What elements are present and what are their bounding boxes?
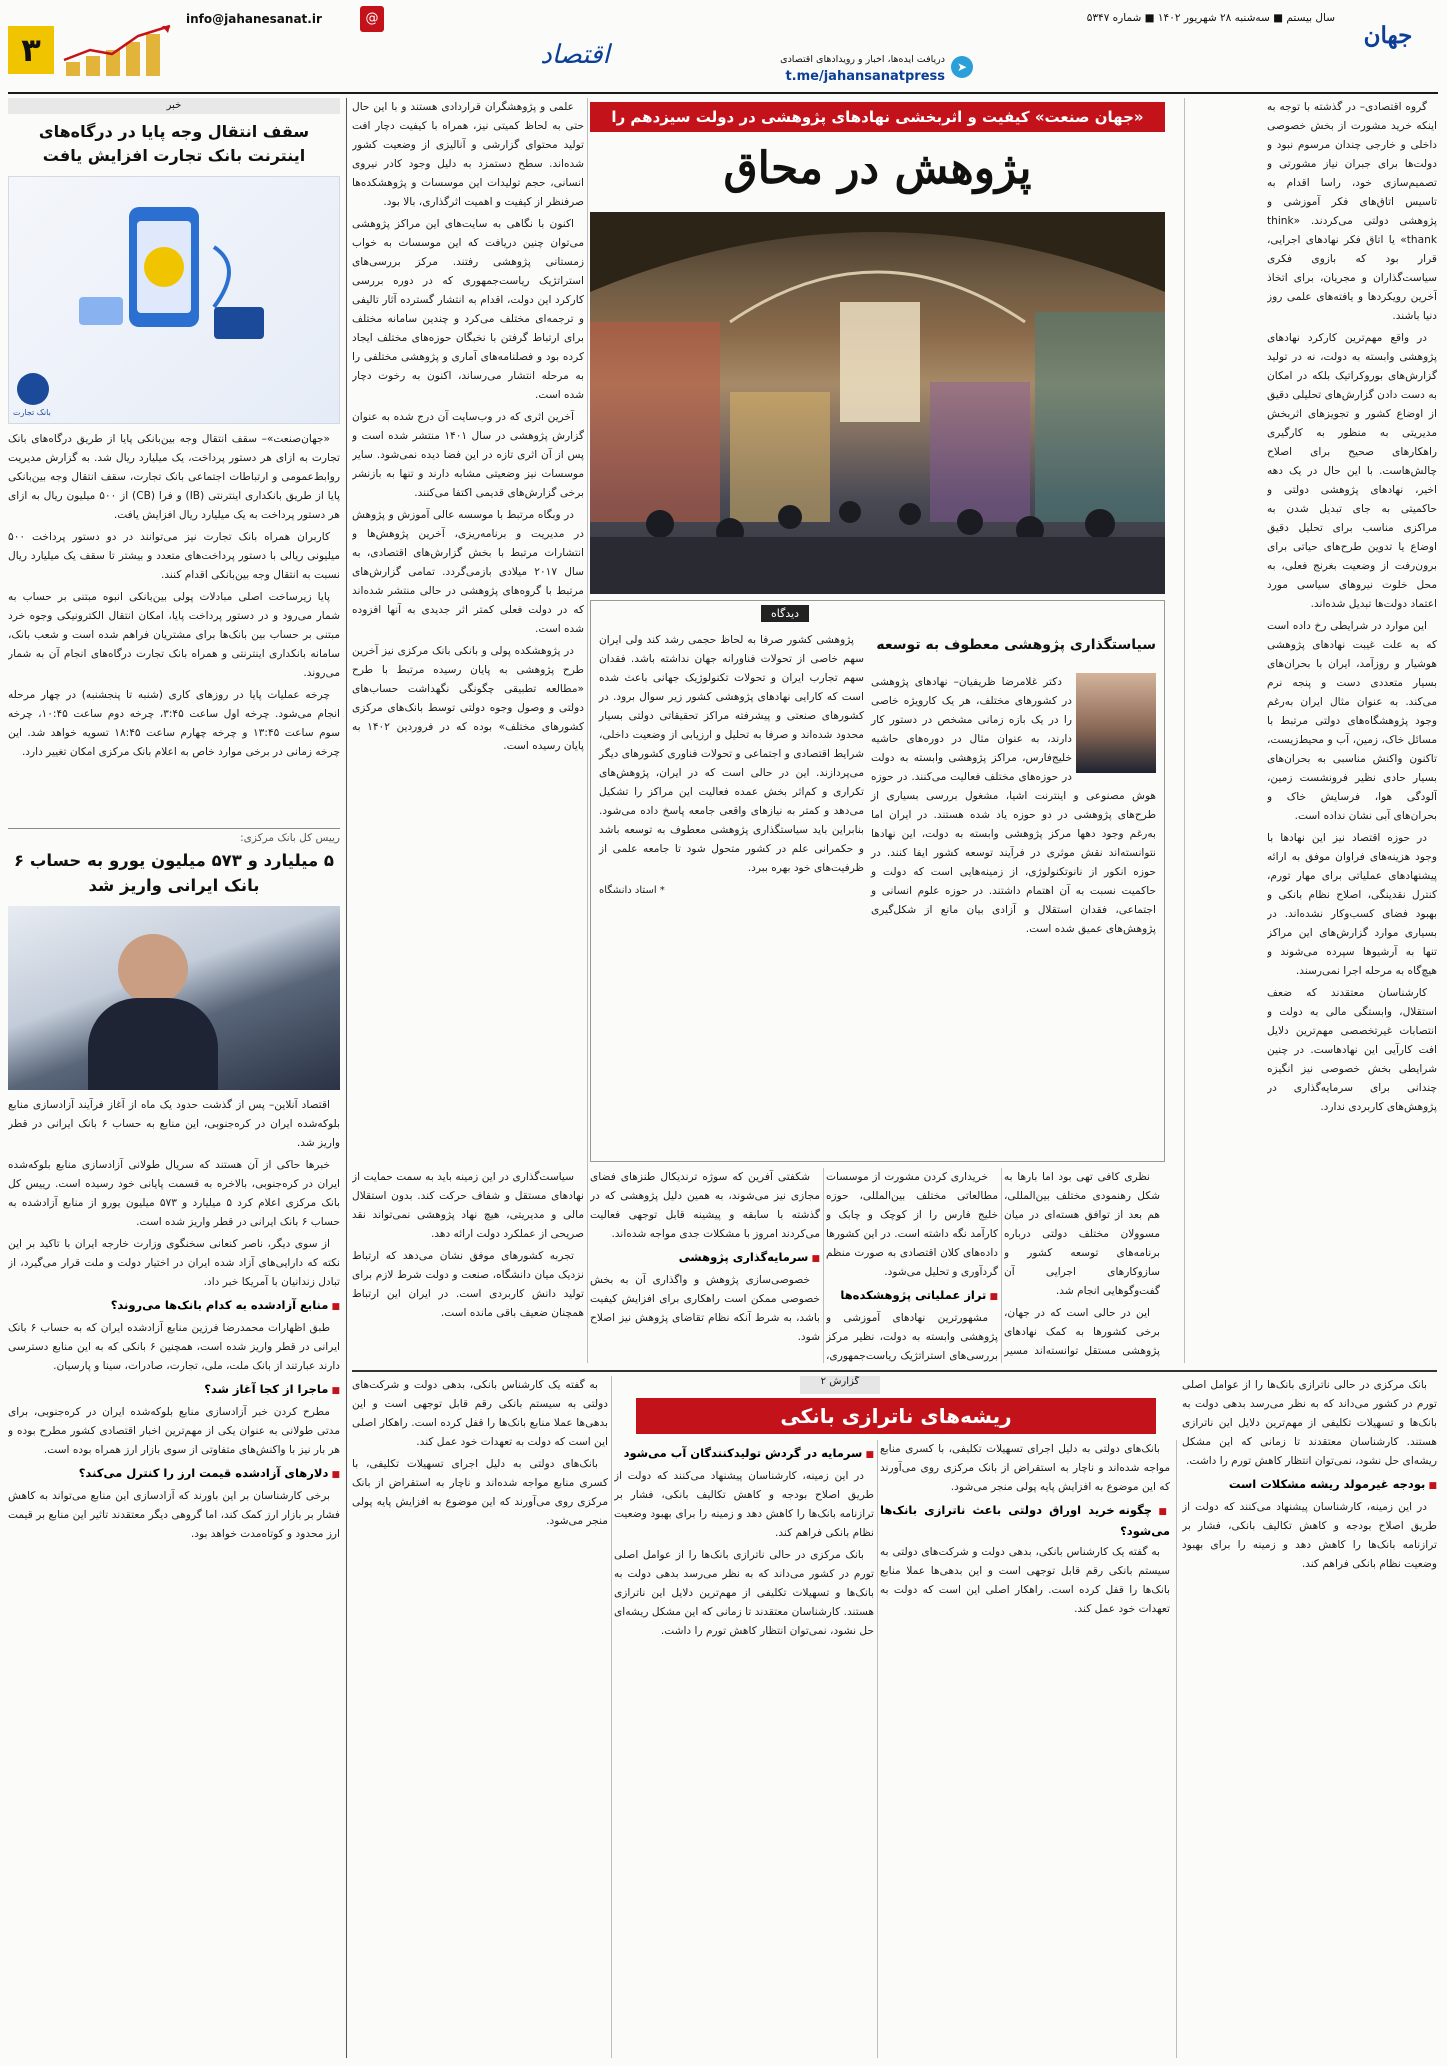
col-rule (823, 1168, 824, 1363)
email[interactable]: info@jahanesanat.ir (186, 12, 322, 26)
page-number: ۳ (21, 31, 41, 69)
report2-tag: گزارش ۲ (800, 1376, 880, 1394)
report2-top-rule (352, 1370, 1437, 1372)
report2-col1: بانک مرکزی در حالی ناترازی بانک‌ها را از عوامل اصلی تورم در کشور می‌داند که به نظر می‌رسد بدهی دولت به بانک‌ها و تسهیلات تکلیفی از مهم‌ترین دلایل این ناترازی هستند. کارشناسان معتقدند تا زمانی که این مشکل ریشه‌ای حل نشود، نمی‌توان انتظار کاهش تورم را داشت. ■ بودجه غیرمولد ریشه مشکلات است در این زمینه، کارشناسان پیشنهاد می‌کنند که دولت از طریق اصلاح بودجه و کاهش تکالیف بانکی، فشار بر ترازنامه بانک‌ها را کاهش دهد و زمینه را برای بهبود وضعیت نظام بانکی فراهم کند. (1182, 1376, 1437, 2058)
lead-col3: نظری کافی تهی بود اما بارها به شکل رهنمودی مختلف بین‌المللی، هم بعد از توافق هسته‌ای در میان مسوولان مختلف دولتی درباره برنامه‌های توسعه کشور و سازوکارهای اجرایی آن گفت‌وگوهایی انجام شد. این در حالی است که در جهان، برخی کشورها به کمک نهادهای پژوهشی مستقل توانسته‌اند مسیر (1004, 1171, 1160, 1357)
opinion-signature: * استاد دانشگاه (599, 885, 665, 896)
col-rule (877, 1440, 878, 2058)
col-rule (1176, 1440, 1177, 2058)
tejarat-promo-image (8, 176, 340, 424)
lead-kicker: «جهان صنعت» کیفیت و اثربخشی نهادهای پژوهشی در دولت سیزدهم را (590, 102, 1165, 132)
opinion-headline: سیاستگذاری پژوهشی معطوف به توسعه (876, 637, 1156, 653)
issue-info: سال بیستم ■ سه‌شنبه ۲۸ شهریور ۱۴۰۲ ■ شماره ۵۳۴۷ (1086, 12, 1335, 24)
sidebar-sub-1: ■ منابع آزادشده به کدام بانک‌ها می‌روند؟ (8, 1296, 340, 1317)
report2-sub-3: ■ سرمایه در گردش تولیدکنندگان آب می‌شود (614, 1444, 874, 1465)
coins-chart-graphic (60, 22, 180, 78)
sidebar-sub-2: ■ ماجرا از کجا آغاز شد؟ (8, 1380, 340, 1401)
page-number-box (8, 26, 54, 74)
section-title: اقتصاد (540, 40, 610, 70)
telegram-url[interactable]: t.me/jahansanatpress (785, 69, 945, 84)
report2-col3: ■ سرمایه در گردش تولیدکنندگان آب می‌شود در این زمینه، کارشناسان پیشنهاد می‌کنند که دولت از طریق اصلاح بودجه و کاهش تکالیف بانکی، فشار بر ترازنامه بانک‌ها را کاهش دهد و زمینه را برای بهبود وضعیت نظام بانکی فراهم کند. بانک مرکزی در حالی ناترازی بانک‌ها را از عوامل اصلی تورم در کشور می‌داند که به نظر می‌رسد بدهی دولت به بانک‌ها و تسهیلات تکلیفی از مهم‌ترین دلایل این ناترازی هستند. کارشناسان معتقدند تا زمانی که این مشکل ریشه‌ای حل نشود، نمی‌توان انتظار کاهش تورم را داشت. (614, 1440, 874, 2058)
sidebar-story2-body: اقتصاد آنلاین– پس از گذشت حدود یک ماه از آغاز فرآیند آزادسازی منابع بلوکه‌شده ایران در کره‌جنوبی، این منابع به حساب ۶ بانک ایرانی در قطر واریز شد. خبرها حاکی از آن هستند که سریال طولانی آزادسازی منابع بلوکه‌شده ایران در کره‌جنوبی، بالاخره به قسمت پایانی خود رسیده است. رییس کل بانک مرکزی اعلام کرد ۵ میلیارد و ۵۷۳ میلیون یورو از منابع آزادشده به حساب ۶ بانک ایرانی در قطر واریز شده است. از سوی دیگر، ناصر کنعانی سخنگوی وزارت خارجه ایران با تاکید بر این نکته که دارایی‌های آزاد شده ایران در اختیار دولت و ملت قرار می‌گیرد، از تبادل زندانیان با آمریکا خبر داد. ■ منابع آزادشده به کدام بانک‌ها می‌روند؟ طبق اظهارات محمدرضا فرزین منابع آزادشده ایران که به حساب ۶ بانک ایرانی در قطر واریز شده است، همچنین ۶ بانکی که به این منابع دسترسی دارند عبارتند از بانک ملت، ملی، تجارت، صادرات، سینا و پارسیان. ■ ماجرا از کجا آغاز شد؟ مطرح کردن خبر آزادسازی منابع بلوکه‌شده ایران در کره‌جنوبی، برای مدتی طولانی به عنوان یکی از مهم‌ترین اخبار اقتصادی کشور مطرح بوده و هر بار نیز با واکنش‌های متفاوتی از سوی بازار ارز همراه بوده است. ■ دلارهای آزادشده قیمت ارز را کنترل می‌کند؟ برخی کارشناسان بر این باورند که آزادسازی این منابع می‌تواند به کاهش فشار بر بازار ارز کمک کند، اما گروهی دیگر معتقدند تاثیر این منابع بر قیمت ارز محدود و کوتاه‌مدت خواهد بود. (8, 1096, 340, 1544)
lead-sub-2: ■ تراز عملیاتی پژوهشکده‌ها (826, 1286, 998, 1307)
report2-sub-2: ■ چگونه خرید اوراق دولتی باعث ناترازی بانک‌ها می‌شود؟ (880, 1501, 1170, 1541)
report2-col4: به گفته یک کارشناس بانکی، بدهی دولت و شرکت‌های دولتی به سیستم بانکی رقم قابل توجهی است و این بدهی‌ها عملا منابع بانک‌ها را قفل کرده است. راهکار اصلی این است که دولت به تعهدات خود عمل کند. بانک‌های دولتی به دلیل اجرای تسهیلات تکلیفی، با کسری منابع مواجه شده‌اند و ناچار به استقراض از بانک مرکزی روی می‌آورند که این موضوع به افزایش پایه پولی منجر می‌شود. (352, 1379, 608, 1527)
col-rule (587, 98, 588, 1363)
sidebar-story1-body: «جهان‌صنعت»– سقف انتقال وجه بین‌بانکی پایا از طریق درگاه‌های بانک تجارت به ازای هر دستور پرداخت، یک میلیارد ریال شد. به گزارش مدیریت روابط‌عمومی و ارتباطات اجتماعی بانک تجارت، سقف انتقال وجه بین‌بانکی پایا از طریق بانکداری اینترنتی (IB) و فرا (CB) از ۵۰۰ میلیون ریال به ازای هر دستور پرداخت به یک میلیارد ریال افزایش یافت. کاربران همراه بانک تجارت نیز می‌توانند در دو دستور پرداخت ۵۰۰ میلیونی ریالی با دستور پرداخت‌های متعدد و بیشتر تا سقف یک میلیارد ریال نسبت به انتقال وجه بین‌بانکی اقدام کنند. پایا زیرساخت اصلی مبادلات پولی بین‌بانکی انبوه مبتنی بر حساب به شمار می‌رود و در دستور پرداخت پایا، امکان انتقال الکترونیکی وجوه خرد مبتنی بر حساب بین بانک‌ها برای مشتریان فراهم شده است و شعب بانک، سامانه بانکداری اینترنتی و همراه بانک تجارت درگاه‌های انجام آن به شمار می‌روند. چرخه عملیات پایا در روزهای کاری (شنبه تا پنجشنبه) در چهار مرحله انجام می‌شود. چرخه اول ساعت ۳:۴۵، چرخه دوم ساعت ۱۰:۴۵، چرخه سوم ساعت ۱۳:۴۵ و چرخه چهارم ساعت ۱۸:۴۵ تسویه خواهد شد. این چرخه زمانی در برخی موارد خاص به اعلام بانک مرکزی امکان تغییر دارد. (8, 433, 340, 758)
opinion-box (590, 600, 1165, 1162)
lead-col2: علمی و پژوهشگران قراردادی هستند و با این حال حتی به لحاظ کمیتی نیز، همراه با کیفیت دچار افت تولید محتوای گزارشی و آنالیزی از وضعیت کشور شده‌اند. سطح دستمزد به دلیل وجود کادر نیروی انسانی، حجم تولیدات این موسسات و پژوهشکده‌ها صرفنظر از کیفیت و اهمیت اثرگذاری، بالا بود. اکنون با نگاهی به سایت‌های این مراکز پژوهشی می‌توان چنین دریافت که این موسسات به خواب زمستانی پژوهشی رفتند. مرکز بررسی‌های استراتژیک ریاست‌جمهوری که در دوره بررسی کارکرد این دولت، اقدام به انتشار گسترده آثار تالیفی و ترجمه‌ای مختلف می‌کرد و چندین سامانه مختلف برای ارتباط گرفتن با نخبگان حوزه‌های مختلف ایجاد کرده بود و فصلنامه‌های آماری و پژوهشی مختلفی را به مرحله انتشار می‌رساند، اکنون به رخوت دچار شده است. آخرین اثری که در وب‌سایت آن درج شده به عنوان گزارش پژوهشی در سال ۱۴۰۱ منتشر شده است و پس از آن اثری تازه در این فضا دیده نمی‌شود. سایر موسسات نیز وضعیتی مشابه دارند و تنها به بازنشر برخی گزارش‌های قدیمی اکتفا می‌کنند. در وبگاه مرتبط با موسسه عالی آموزش و پژوهش در مدیریت و برنامه‌ریزی، آخرین پژوهش‌ها و انتشارات مرتبط با بخش گزارش‌های اقتصادی، به سال ۲۰۱۷ میلادی بازمی‌گردد. تمامی گزارش‌های مرتبط با گروه‌های پژوهشی در حالی منتشر شده‌اند که در دولت فعلی کمتر اثر جدیدی به آنها افزوده شده است. در پژوهشکده پولی و بانکی بانک مرکزی نیز آخرین طرح پژوهشی به پایان رسیده مرتبط با طرح «مطالعه تطبیقی چگونگی نگهداشت حساب‌های دولتی و وصول وجوه دولتی توسط بانک‌های مرکزی کشورهای مختلف» بوده که در فروردین ۱۴۰۲ به پایان رسیده است. (352, 101, 584, 752)
col-rule (611, 1376, 612, 2058)
telegram-caption: دریافت ایده‌ها، اخبار و رویدادهای اقتصادی (780, 54, 945, 65)
sidebar-story1-kicker: خبر (8, 98, 340, 114)
sidebar-divider (8, 828, 340, 829)
sidebar-sub-3: ■ دلارهای آزادشده قیمت ارز را کنترل می‌کند؟ (8, 1464, 340, 1485)
col-rule (1184, 98, 1185, 1363)
tejarat-brand: بانک تجارت (13, 408, 51, 417)
lead-sub-3: ■ سرمایه‌گذاری پژوهشی (590, 1248, 820, 1269)
telegram-icon: ➤ (951, 56, 973, 78)
lead-col4: خریداری کردن مشورت از موسسات مطالعاتی مختلف بین‌المللی، حوزه خلیج فارس را از کوچک و چابک و کارآمد نگه داشته است. در این کشورها داده‌های کلان اقتصادی به صورت منظم گردآوری و تحلیل می‌شود. ■ تراز عملیاتی پژوهشکده‌ها مشهورترین نهادهای آموزشی و پژوهشی وابسته به دولت، نظیر مرکز بررسی‌های استراتژیک ریاست‌جمهوری، (826, 1168, 998, 1363)
lead-col6: سیاست‌گذاری در این زمینه باید به سمت حمایت از نهادهای مستقل و شفاف حرکت کند. بدون استقلال مالی و مدیریتی، هیچ نهاد پژوهشی نمی‌تواند نقد صریحی از عملکرد دولت ارائه دهد. تجربه کشورهای موفق نشان می‌دهد که ارتباط نزدیک میان دانشگاه، صنعت و دولت شرط لازم برای تولید دانش کاربردی است. در ایران این ارتباط همچنان ضعیف باقی مانده است. (352, 1171, 584, 1319)
lead-col5: شکفتی آفرین که سوژه ترندیکال طنزهای فضای مجازی نیز می‌شوند، به همین دلیل پژوهشی که در گذشته با سابقه و پیشینه قابل توجهی فعالیت می‌کردند امروز با مشکلات جدی مواجه شده‌اند. ■ سرمایه‌گذاری پژوهشی خصوصی‌سازی پژوهش و واگذاری آن به بخش خصوصی ممکن است راهکاری برای افزایش کیفیت باشد، به شرط آنکه نظام تقاضای پژوهش نیز اصلاح شود. (590, 1168, 820, 1363)
report2-headline: ریشه‌های ناترازی بانکی (636, 1398, 1156, 1434)
report2-col2: بانک‌های دولتی به دلیل اجرای تسهیلات تکلیفی، با کسری منابع مواجه شده‌اند و ناچار به استقراض از بانک مرکزی روی می‌آورند که این موضوع به افزایش پایه پولی منجر می‌شود. ■ چگونه خرید اوراق دولتی باعث ناترازی بانک‌ها می‌شود؟ به گفته یک کارشناس بانکی، بدهی دولت و شرکت‌های دولتی به سیستم بانکی رقم قابل توجهی است و این بدهی‌ها عملا منابع بانک‌ها را قفل کرده است. راهکار اصلی این است که دولت به تعهدات خود عمل کند. (880, 1440, 1170, 2058)
col-rule (1001, 1168, 1002, 1363)
sidebar-story1 (8, 98, 340, 828)
sidebar-story2-kicker: رییس کل بانک مرکزی: (240, 832, 340, 844)
logo-text: جهان (1363, 22, 1413, 49)
sidebar-vertical-rule (346, 98, 347, 2058)
sidebar-story2 (8, 832, 340, 2058)
governor-photo (8, 906, 340, 1090)
masthead-logo[interactable] (1343, 8, 1433, 64)
email-icon: @ (360, 6, 384, 32)
telegram-block[interactable] (748, 52, 973, 92)
header-rule (8, 92, 1438, 94)
lead-headline: پژوهش در محاق (723, 143, 1032, 194)
lead-col1: گروه اقتصادی– در گذشته با توجه به اینکه خرید مشورت از بخش خصوصی داخلی و خارجی چندان مرسوم نبود و دولت‌ها برای جبران نیاز مشورتی و تصمیم‌سازی خود، راسا اقدام به تاسیس اتاق‌های فکر آموزشی و پژوهشی دولتی می‌کردند. «think thank» یا اتاق فکر نهادهای اجرایی، قرار بود که بازوی فکری سیاست‌گذاران و مجریان، برای اتخاذ آخرین رویکردها و یافته‌های علمی روز دنیا باشند. در واقع مهم‌ترین کارکرد نهادهای پژوهشی وابسته به دولت، نه در تولید گزارش‌های بوروکراتیک بلکه در امکان به دست دادن گزارش‌های تحلیلی دقیق از اوضاع کشور و تجویزهای اثربخش مدیریتی به منظور به کارگیری راهکارهای صحیح برای اصلاح چالش‌هاست. با این حال در یک دهه اخیر، نهادهای پژوهشی دولتی و حاکمیتی به جای تبدیل شدن به مراکزی مناسب برای تحلیل دقیق اوضاع یا تدوین طرح‌های حیاتی برای برون‌رفت از وضعیت بغرنج فعلی، به محل خلوت نیروهای سیاسی مورد اعتماد دولت‌ها تبدیل شده‌اند. این موارد در شرایطی رخ داده است که به علت غیبت نهادهای پژوهشی هوشیار و روزآمد، ایران با بحران‌های بسیار متعددی دست و پنجه نرم می‌کند. به عنوان مثال ایران به‌رغم وجود پژوهشگاه‌های دولتی مرتبط با مسائل خاک، زمین، آب و محیط‌زیست، تاکنون واکنش مناسبی به بحران‌های بسیار حادی نظیر فرونشست زمین، آلودگی هوا، فرسایش خاک و بحران‌های آبی نشان نداده است. در حوزه اقتصاد نیز این نهادها با وجود هزینه‌های فراوان موفق به ارائه پیشنهادهای عملیاتی برای مهار تورم، کنترل نقدینگی، اصلاح نظام بانکی و بهبود فضای کسب‌وکار نشده‌اند. در بسیاری موارد گزارش‌های این مراکز تنها به آرشیوها سپرده می‌شوند و هیچ‌گاه به مرحله اجرا نمی‌رسند. کارشناسان معتقدند که ضعف استقلال، وابستگی مالی به دولت و انتصابات غیرتخصصی مهم‌ترین دلایل افت کارآیی این نهادهاست. در چنین شرایطی بخش خصوصی نیز انگیزه چندانی برای سرمایه‌گذاری در پژوهش‌های کاربردی ندارد. (1267, 101, 1437, 1113)
opinion-col1: دکتر غلامرضا ظریفیان– نهادهای پژوهشی در کشورهای مختلف، هر یک کارویژه خاصی را در یک بازه زمانی مشخص در دستور کار دارند، به عنوان مثال در دوره‌های حاشیه خلیج‌فارس، مراکز پژوهشی وابسته به دولت در حوزه‌های مختلف فعالیت می‌کنند. در حوزه هوش مصنوعی و اینترنت اشیا، مشغول بررسی بسیاری از طرح‌های پژوهشی در دو حوزه یاد شده هستند. در ایران اما به‌رغم وجود دهها مرکز پژوهشی وابسته به دولت، این نهادها نتوانسته‌اند نقش موثری در فرآیند توسعه کشور ایفا کنند. در حوزه انکور از نانوتکنولوژی، از زمینه‌هایی است که دولت و حاکمیت نسبت به آن اهتمام داشتند. در حوزه علوم انسانی و اجتماعی، فقدان استقلال و آزادی بیان مانع از شکل‌گیری پژوهش‌های عمیق شده است. (871, 676, 1156, 935)
bazaar-photo (590, 212, 1165, 594)
sidebar-story2-headline: ۵ میلیارد و ۵۷۳ میلیون یورو به حساب ۶ بانک ایرانی واریز شد (14, 851, 334, 895)
sidebar-story1-headline: سقف انتقال وجه پایا در درگاه‌های اینترنت بانک تجارت افزایش یافت (38, 122, 310, 165)
report2-sub-1: ■ بودجه غیرمولد ریشه مشکلات است (1182, 1475, 1437, 1496)
opinion-tag: دیدگاه (761, 605, 809, 622)
opinion-col2: پژوهشی کشور صرفا به لحاظ حجمی رشد کند ولی ایران سهم خاصی از تحولات فناورانه جهان نداشته باشد. فقدان سهم تجارب ایران و تحولات تکنولوژیک جهانی باعث شده است که کارایی نهادهای پژوهشی کشور زیر سوال برود. در کشورهای صنعتی و پیشرفته مراکز تحقیقاتی دولتی بسیار محدود شده‌اند و صرفا به تحلیل و ارزیابی از وضعیت داخلی، شرایط اقتصادی و اجتماعی و تحولات فناوری کشورهای دیگر می‌پردازند. این در حالی است که در ایران، پژوهش‌های تکراری و کم‌اثر بخش عمده فعالیت این مراکز را تشکیل می‌دهد و کمتر به نیازهای واقعی جامعه پاسخ داده می‌شود. بنابراین باید سیاستگذاری پژوهشی معطوف به توسعه باشد و حکمرانی علم در کشور متحول شود تا جامعه علمی از ظرفیت‌های خود بهره ببرد. * استاد دانشگاه (599, 631, 864, 1157)
